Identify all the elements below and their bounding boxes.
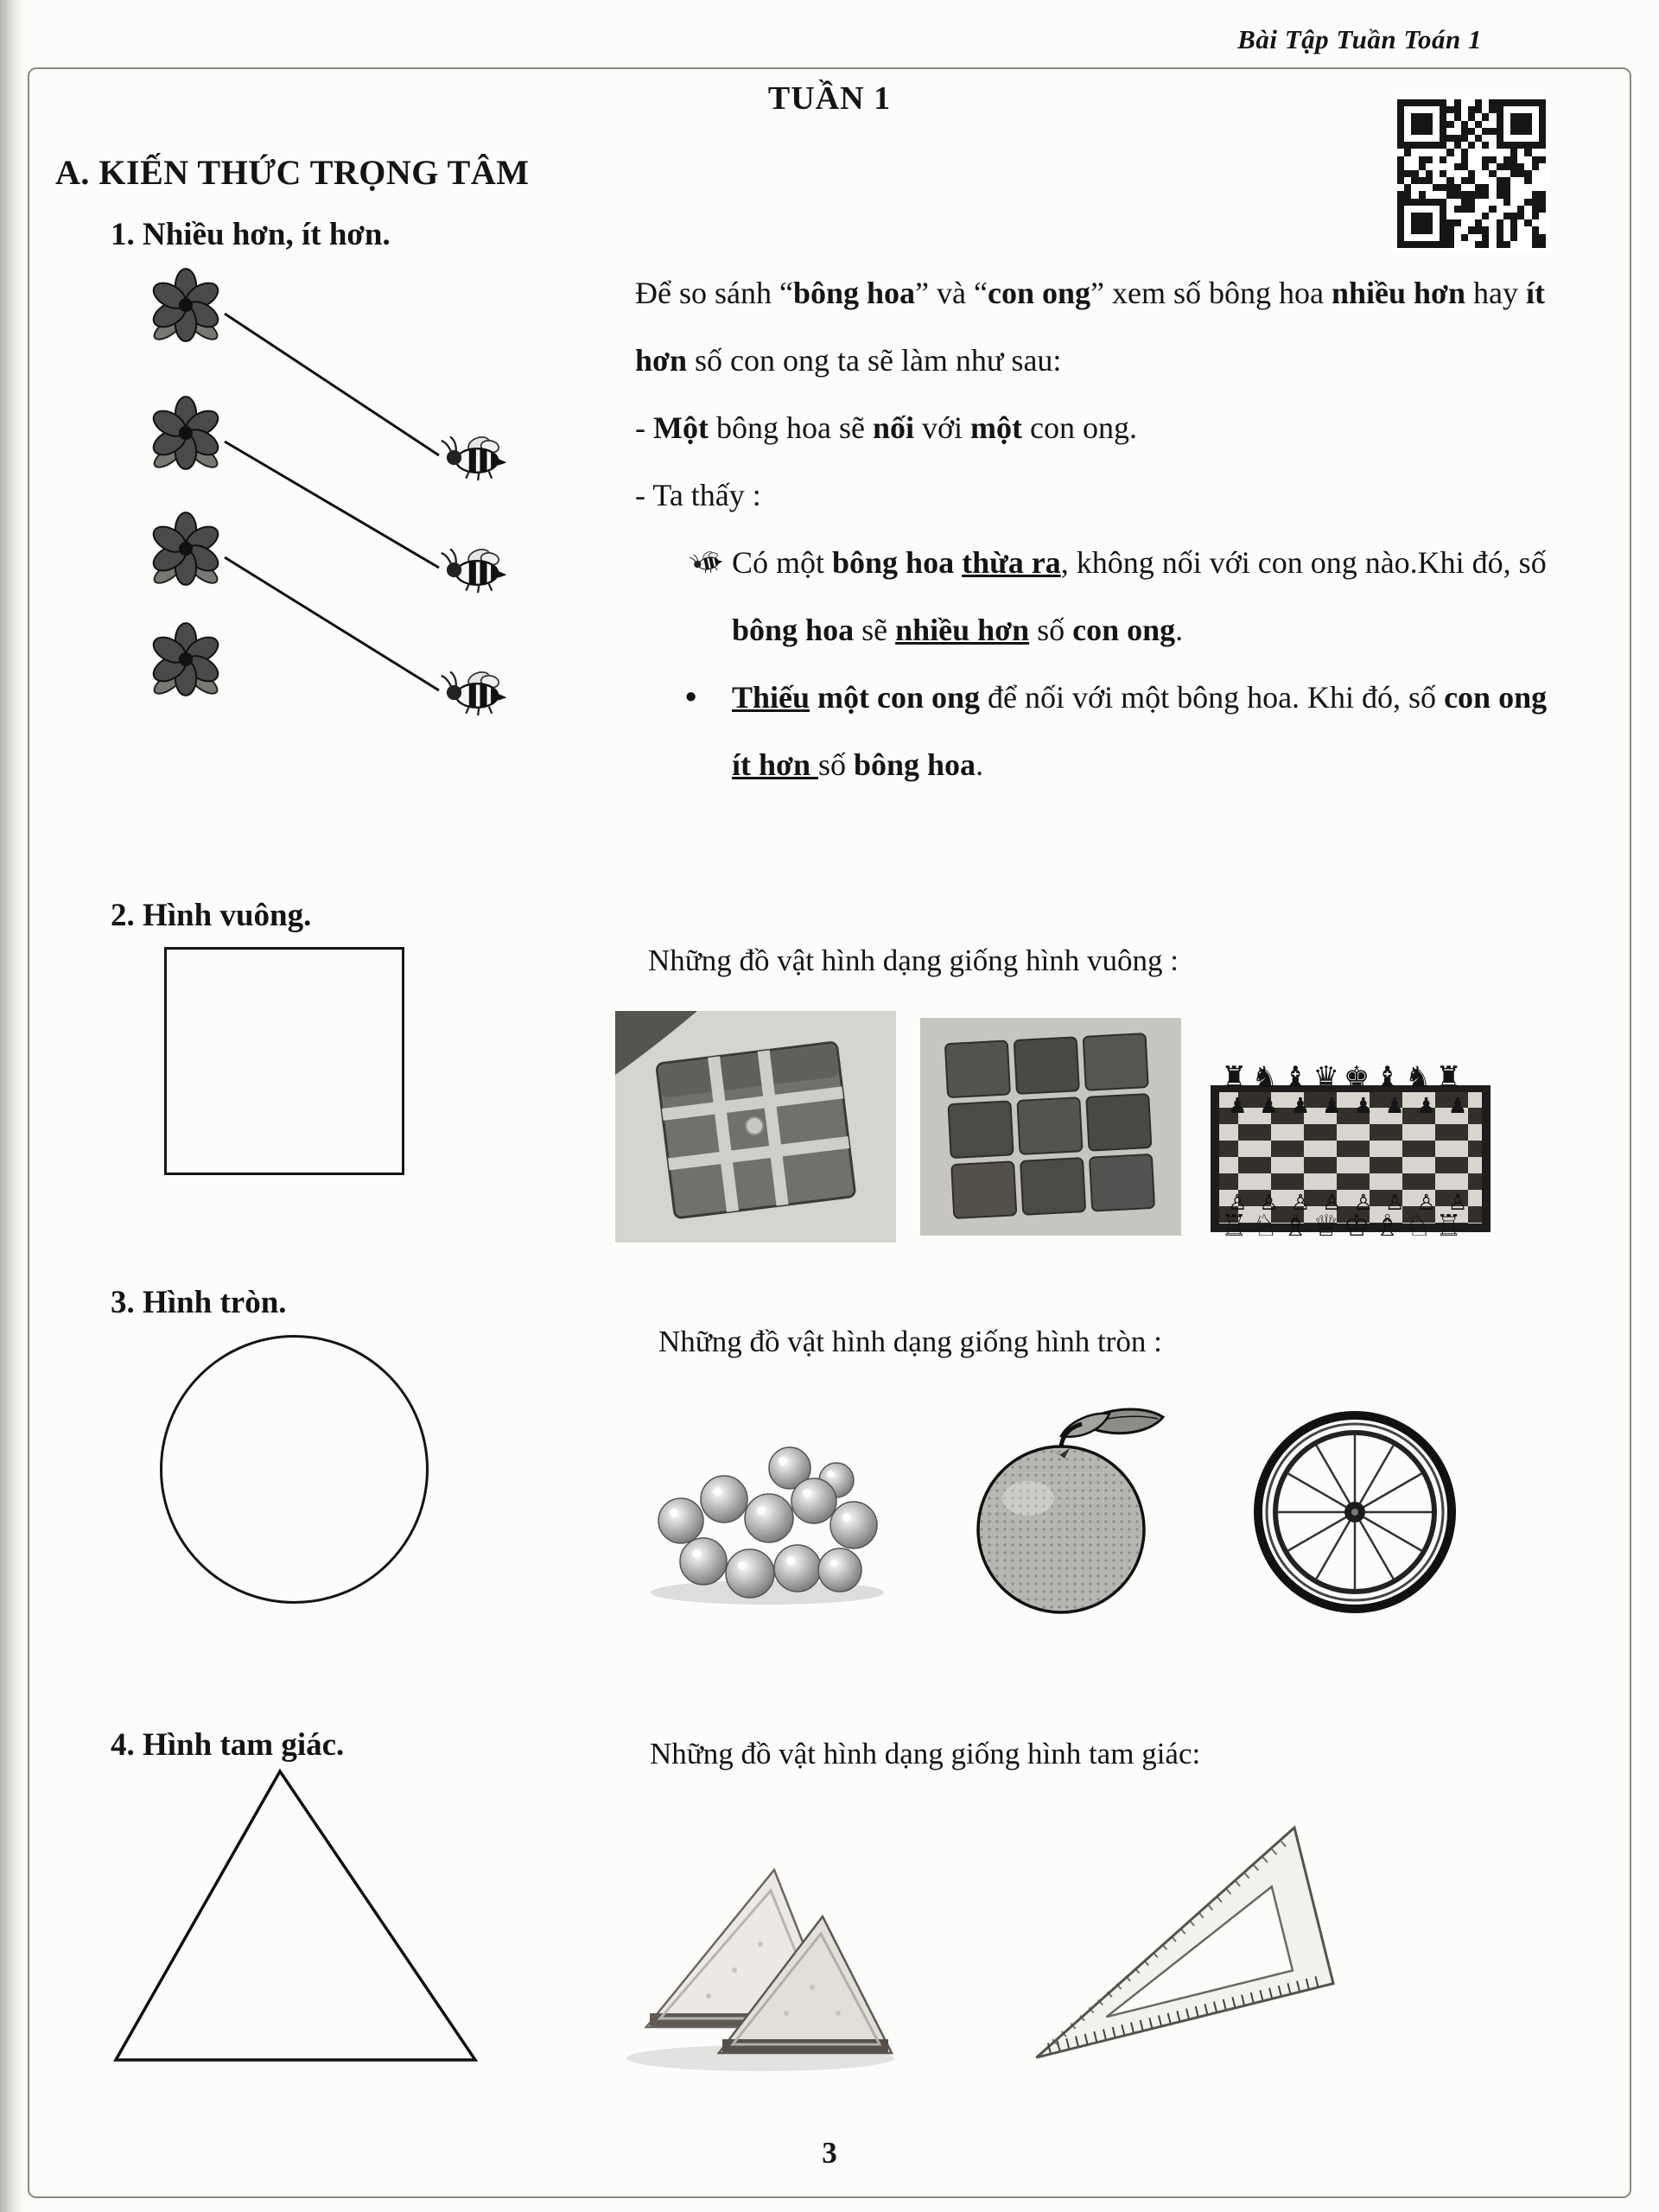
circle-shape <box>160 1335 429 1604</box>
square-shape <box>164 947 404 1175</box>
svg-text:♖♘♗♕♔♗♘♖: ♖♘♗♕♔♗♘♖ <box>1221 1209 1466 1243</box>
bullet-item <box>685 529 1573 664</box>
bee-icon <box>442 547 507 593</box>
circle-examples-row <box>620 1402 1493 1622</box>
intro-paragraph: Để so sánh “bông hoa” và “con ong” xem số bông hoa nhiều hơn hay ít hơn số con ong ta sẽ làm như sau: <box>635 276 1545 378</box>
sticky-rice-cake-package-photo <box>615 1011 896 1243</box>
see-line: - Ta thấy : <box>635 478 761 512</box>
bullet2-text: Thiếu một con ong để nối với một bông hoa. Khi đó, số con ong ít hơn số bông hoa. <box>732 680 1548 782</box>
item2-caption: Những đồ vật hình dạng giống hình vuông : <box>648 944 1179 977</box>
bullet1-text: Có một bông hoa thừa ra, không nối với con ong nào.Khi đó, số bông hoa sẽ nhiều hơn số con ong. <box>732 545 1547 647</box>
qr-code <box>1393 95 1550 252</box>
triangle-sandwiches-photo <box>605 1815 907 2078</box>
square-tiles-photo <box>920 1018 1181 1236</box>
match-line: - Một bông hoa sẽ nối với một con ong. <box>635 410 1137 445</box>
svg-text:♟♟♟♟♟♟♟♟: ♟♟♟♟♟♟♟♟ <box>1228 1093 1480 1118</box>
flower-icon <box>149 269 223 343</box>
chessboard-photo <box>1205 1009 1495 1244</box>
bullet-item <box>685 664 1573 798</box>
svg-text:♙♙♙♙♙♙♙♙: ♙♙♙♙♙♙♙♙ <box>1228 1190 1480 1215</box>
set-square-ruler-photo <box>989 1817 1344 2076</box>
item3-caption: Những đồ vật hình dạng giống hình tròn : <box>658 1325 1162 1358</box>
bicycle-wheel-photo <box>1217 1402 1493 1622</box>
section-a-heading: A. KIẾN THỨC TRỌNG TÂM <box>55 153 530 192</box>
page-title: TUẦN 1 <box>767 80 892 117</box>
square-examples-row <box>615 1009 1495 1244</box>
item2-heading: 2. Hình vuông. <box>111 898 312 933</box>
bee-icon <box>442 435 507 480</box>
svg-text:♜♞♝♛♚♝♞♜: ♜♞♝♛♚♝♞♜ <box>1221 1060 1466 1095</box>
glass-marbles-photo <box>620 1404 906 1620</box>
dot-bullet-icon: • <box>685 679 697 715</box>
matching-lines-drawing <box>121 264 553 734</box>
flower-icon <box>149 512 223 587</box>
item1-text-block <box>635 259 1573 798</box>
item1-heading: 1. Nhiều hơn, ít hơn. <box>111 217 391 252</box>
item4-heading: 4. Hình tam giác. <box>111 1727 345 1763</box>
item3-heading: 3. Hình tròn. <box>111 1285 287 1320</box>
bee-bullet-icon <box>685 529 732 604</box>
triangle-shape <box>109 1763 482 2071</box>
page-number: 3 <box>822 2136 837 2170</box>
flower-icon <box>149 623 223 697</box>
item4-caption: Những đồ vật hình dạng giống hình tam giác: <box>650 1737 1201 1770</box>
orange-fruit-photo <box>931 1402 1191 1622</box>
flower-icon <box>149 397 223 471</box>
triangle-examples-row <box>605 1815 1344 2078</box>
running-header: Bài Tập Tuần Toán 1 <box>1237 24 1482 54</box>
bee-icon <box>442 670 507 715</box>
flowers-bees-matching-illustration <box>121 264 553 739</box>
